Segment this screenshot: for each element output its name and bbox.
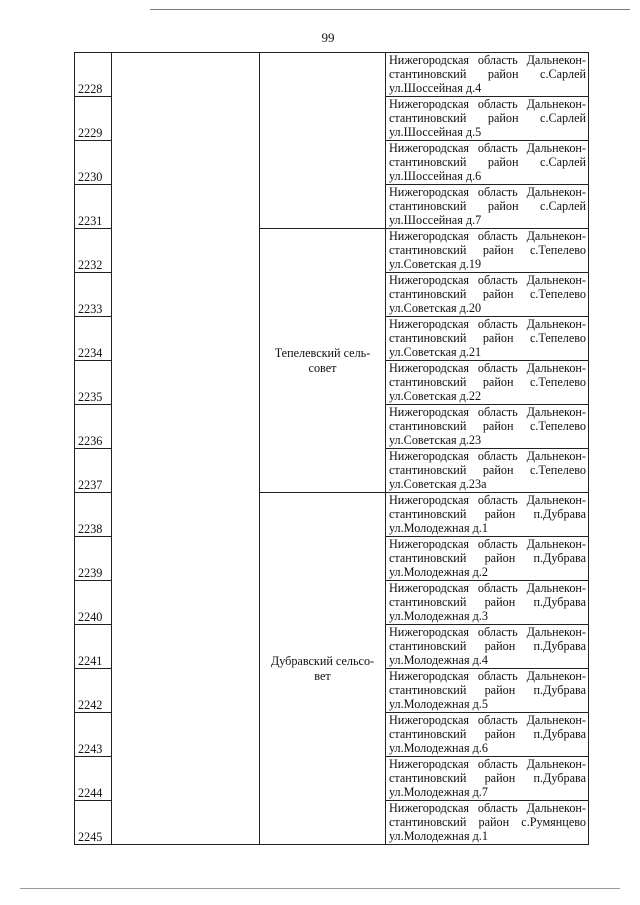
address-line: Нижегородская область Дальнекон- (389, 625, 586, 639)
row-number: 2238 (75, 493, 112, 537)
address-cell (386, 669, 589, 713)
address-cell (386, 713, 589, 757)
address-line: ул.Советская д.20 (389, 301, 482, 316)
address-line: стантиновский район с.Сарлей (389, 155, 586, 170)
address-line: Нижегородская область Дальнекон- (389, 449, 586, 463)
address-line: Нижегородская область Дальнекон- (389, 801, 586, 815)
address-line: ул.Молодежная д.3 (389, 609, 488, 624)
address-cell (386, 361, 589, 405)
row-number: 2240 (75, 581, 112, 625)
address-cell (386, 317, 589, 361)
address-cell (386, 625, 589, 669)
address-line: ул.Советская д.23а (389, 477, 487, 492)
table-row (75, 53, 589, 97)
address-line: Нижегородская область Дальнекон- (389, 97, 586, 111)
page-number: 99 (321, 30, 335, 45)
address-line: ул.Советская д.19 (389, 257, 482, 272)
council-name-line1: Тепелевский сель- (274, 345, 371, 360)
address-line: Нижегородская область Дальнекон- (389, 53, 586, 67)
address-line: ул.Молодежная д.5 (389, 697, 488, 712)
address-cell (386, 493, 589, 537)
row-number: 2239 (75, 537, 112, 581)
address-line: стантиновский район с.Тепелево (389, 331, 586, 346)
row-number: 2243 (75, 713, 112, 757)
row-number: 2244 (75, 757, 112, 801)
address-cell (386, 53, 589, 97)
address-cell (386, 141, 589, 185)
address-cell (386, 581, 589, 625)
address-line: стантиновский район с.Тепелево (389, 375, 586, 390)
address-line: ул.Молодежная д.1 (389, 521, 488, 536)
address-line: ул.Шоссейная д.6 (389, 169, 482, 184)
council-name-line2: вет (314, 668, 331, 683)
address-line: ул.Шоссейная д.4 (389, 81, 482, 96)
address-line: стантиновский район с.Тепелево (389, 243, 586, 258)
row-number: 2228 (75, 53, 112, 97)
address-line: ул.Шоссейная д.5 (389, 125, 482, 140)
row-number: 2231 (75, 185, 112, 229)
council-name-line1: Дубравский сельсо- (270, 653, 375, 668)
address-line: стантиновский район п.Дубрава (389, 595, 586, 610)
row-number: 2237 (75, 449, 112, 493)
address-line: Нижегородская область Дальнекон- (389, 141, 586, 155)
address-line: ул.Шоссейная д.7 (389, 213, 482, 228)
row-number: 2245 (75, 801, 112, 845)
address-line: ул.Молодежная д.7 (389, 785, 488, 800)
address-line: Нижегородская область Дальнекон- (389, 669, 586, 683)
address-line: ул.Советская д.21 (389, 345, 482, 360)
row-number: 2242 (75, 669, 112, 713)
address-line: стантиновский район с.Тепелево (389, 463, 586, 478)
address-line: ул.Советская д.22 (389, 389, 482, 404)
row-number: 2233 (75, 273, 112, 317)
address-line: стантиновский район п.Дубрава (389, 639, 586, 654)
address-line: Нижегородская область Дальнекон- (389, 229, 586, 243)
address-line: Нижегородская область Дальнекон- (389, 757, 586, 771)
address-cell (386, 97, 589, 141)
address-line: ул.Молодежная д.1 (389, 829, 488, 844)
top-rule (150, 9, 630, 10)
address-line: ул.Молодежная д.2 (389, 565, 488, 580)
address-line: ул.Советская д.23 (389, 433, 482, 448)
address-line: ул.Молодежная д.6 (389, 741, 488, 756)
address-line: стантиновский район с.Тепелево (389, 287, 586, 302)
row-number: 2230 (75, 141, 112, 185)
district-cell (112, 53, 260, 845)
address-cell (386, 229, 589, 273)
address-line: стантиновский район п.Дубрава (389, 683, 586, 698)
address-line: стантиновский район с.Румянцево (389, 815, 586, 830)
address-line: Нижегородская область Дальнекон- (389, 537, 586, 551)
council-cell-dubravsky (260, 493, 386, 845)
row-number: 2236 (75, 405, 112, 449)
council-cell-tepelevsky (260, 229, 386, 493)
row-number: 2241 (75, 625, 112, 669)
row-number: 2235 (75, 361, 112, 405)
registry-table-body (75, 53, 589, 845)
address-line: Нижегородская область Дальнекон- (389, 405, 586, 419)
address-line: Нижегородская область Дальнекон- (389, 713, 586, 727)
council-cell-empty (260, 53, 386, 229)
address-line: стантиновский район с.Сарлей (389, 199, 586, 214)
address-line: Нижегородская область Дальнекон- (389, 493, 586, 507)
bottom-rule (20, 888, 620, 889)
address-cell (386, 405, 589, 449)
row-number: 2229 (75, 97, 112, 141)
address-line: стантиновский район с.Сарлей (389, 111, 586, 126)
address-line: стантиновский район с.Сарлей (389, 67, 586, 82)
row-number: 2234 (75, 317, 112, 361)
address-line: Нижегородская область Дальнекон- (389, 581, 586, 595)
council-name-line2: совет (308, 360, 337, 375)
row-number: 2232 (75, 229, 112, 273)
address-cell (386, 757, 589, 801)
address-line: ул.Молодежная д.4 (389, 653, 488, 668)
address-line: стантиновский район п.Дубрава (389, 551, 586, 566)
registry-table (74, 52, 589, 845)
address-line: Нижегородская область Дальнекон- (389, 273, 586, 287)
address-cell (386, 537, 589, 581)
address-line: стантиновский район с.Тепелево (389, 419, 586, 434)
address-cell (386, 801, 589, 845)
address-cell (386, 185, 589, 229)
address-cell (386, 273, 589, 317)
address-line: стантиновский район п.Дубрава (389, 771, 586, 786)
address-cell (386, 449, 589, 493)
address-line: стантиновский район п.Дубрава (389, 727, 586, 742)
address-line: Нижегородская область Дальнекон- (389, 361, 586, 375)
address-line: Нижегородская область Дальнекон- (389, 185, 586, 199)
address-line: Нижегородская область Дальнекон- (389, 317, 586, 331)
address-line: стантиновский район п.Дубрава (389, 507, 586, 522)
